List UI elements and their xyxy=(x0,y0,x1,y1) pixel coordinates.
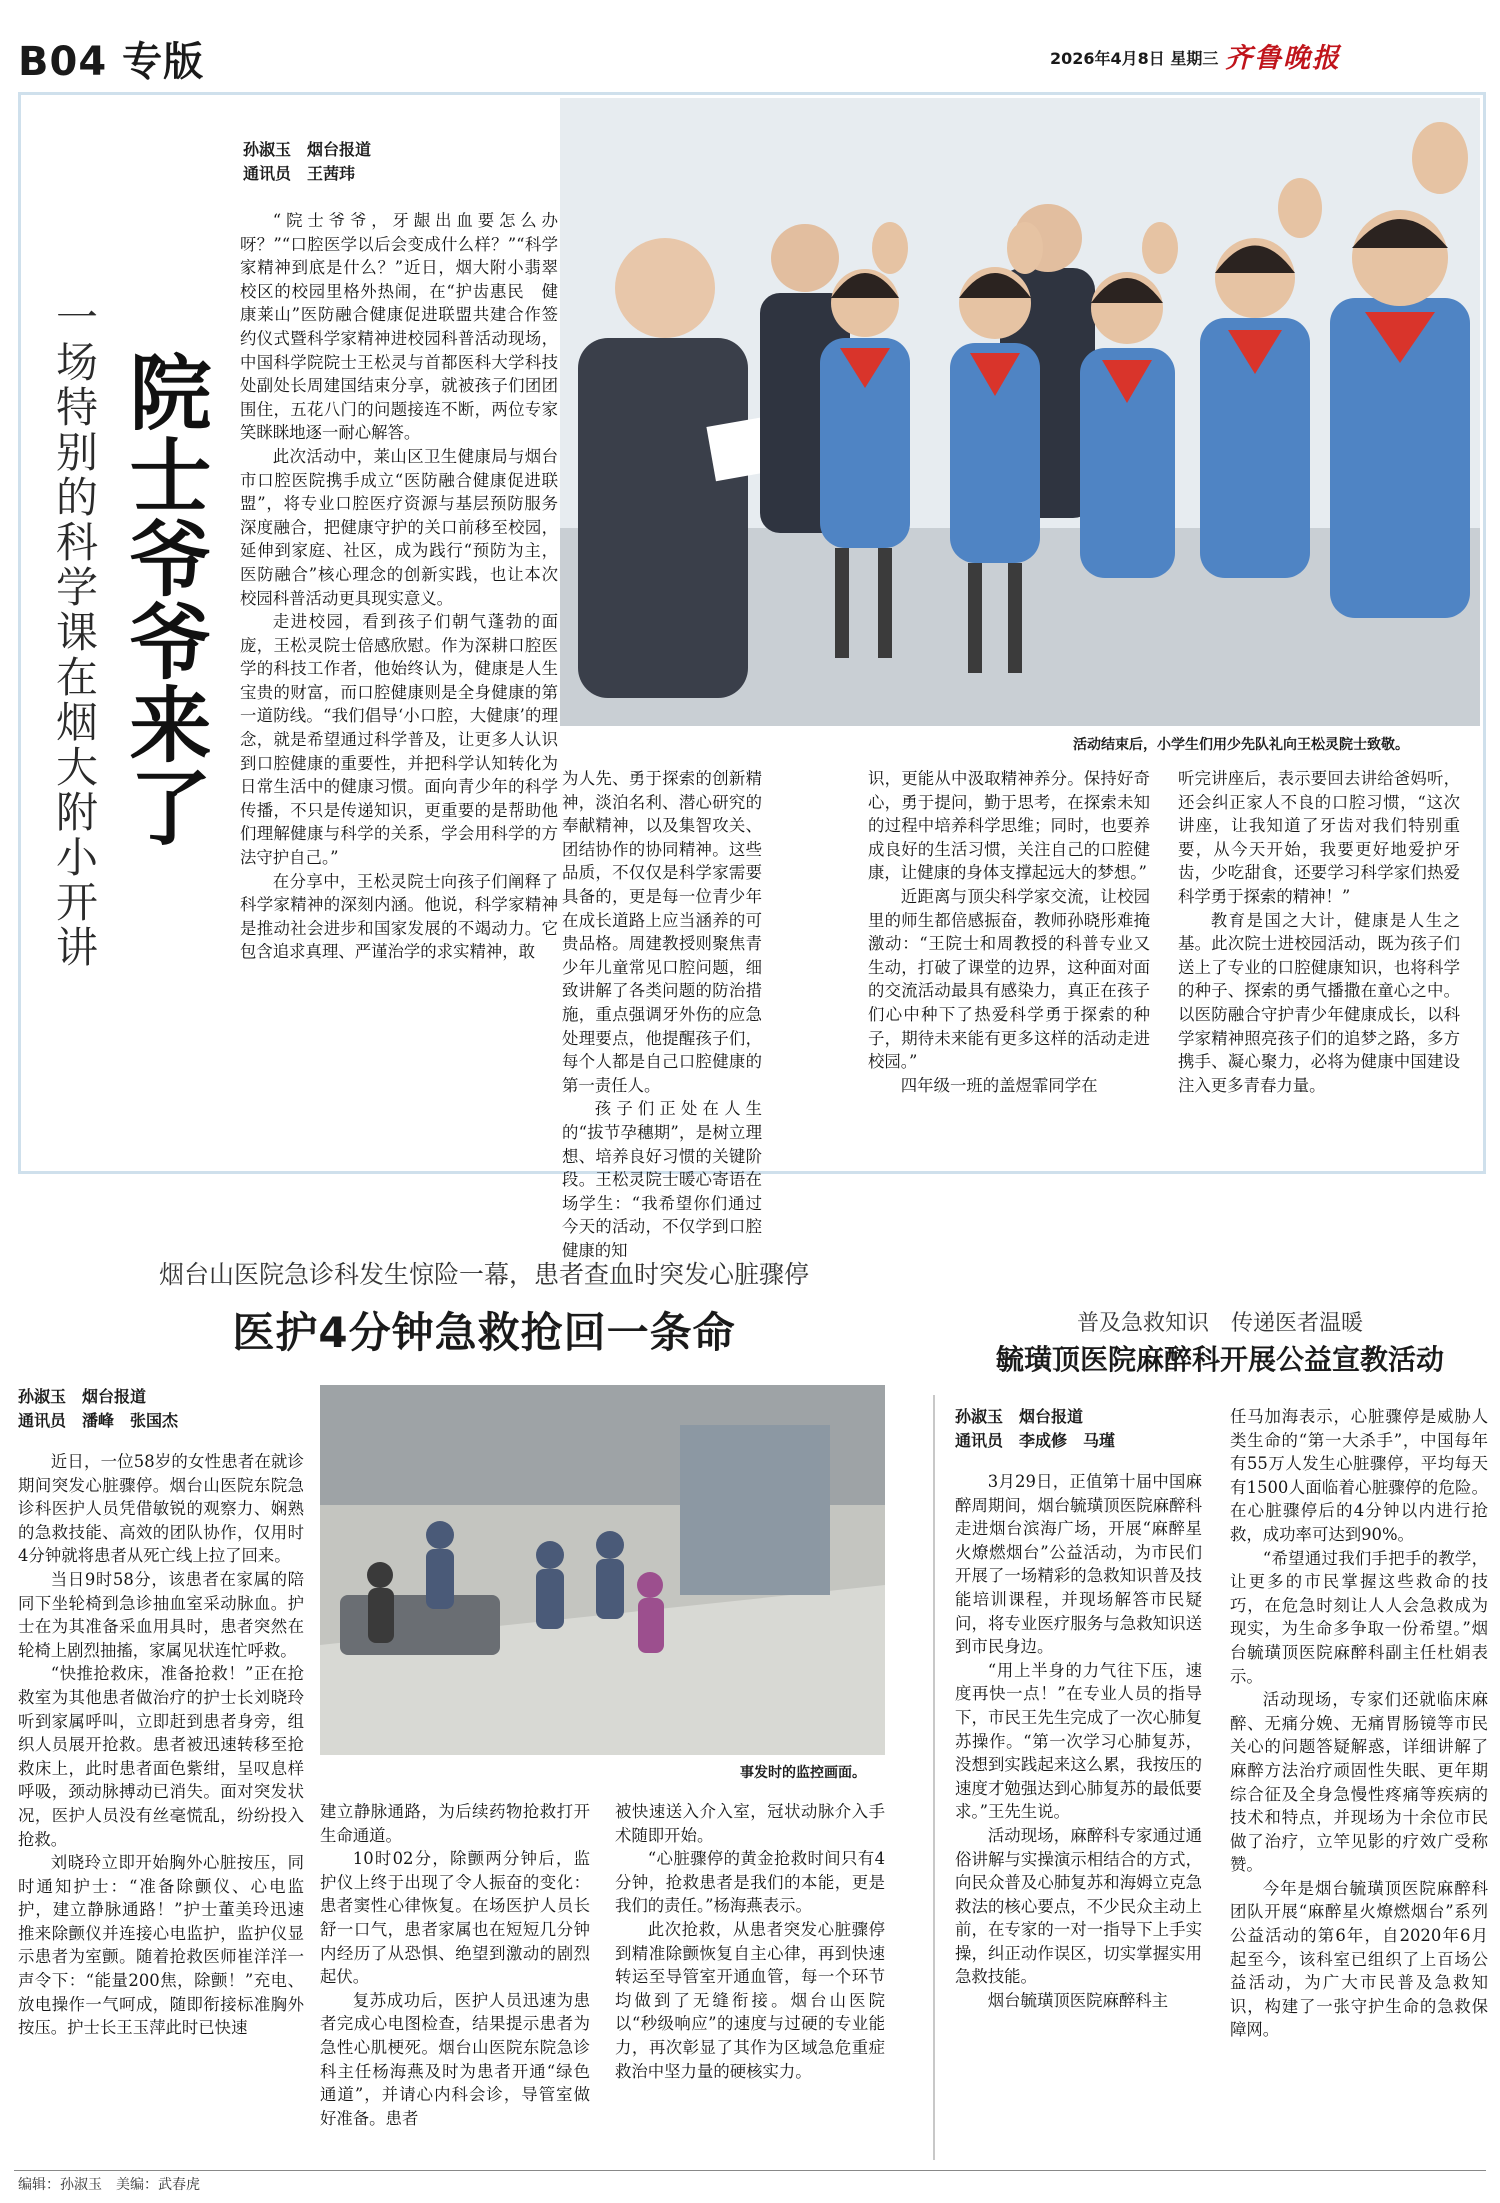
paragraph: “希望通过我们手把手的教学，让更多的市民掌握这些救命的技巧，在危急时刻让人人会急救成为现实，为生命多争取一份希望。”烟台毓璜顶医院麻醉科副主任杜娟表示。 xyxy=(1230,1548,1488,1686)
paragraph: 教育是国之大计，健康是人生之基。此次院士进校园活动，既为孩子们送上了专业的口腔健康知识，也将科学的种子、探索的勇气播撒在童心之中。以医防融合守护青少年健康成长，以科学家精神照亮孩子们的追梦之路，多方携手、凝心聚力，必将为健康中国建设注入更多青春力量。 xyxy=(1178,910,1460,1095)
paragraph: 四年级一班的盖煜霏同学在 xyxy=(900,1075,1098,1095)
paragraph: 任马加海表示，心脏骤停是威胁人类生命的“第一大杀手”，中国每年有55万人发生心脏骤停，平均每天有1500人面临着心脏骤停的危险。在心脏骤停后的4分钟以内进行抢救，成功率可达到90%。 xyxy=(1230,1407,1488,1544)
column-divider xyxy=(933,1395,935,2160)
masthead-logo: 齐鲁晚报 xyxy=(1225,43,1341,74)
paragraph: 建立静脉通路，为后续药物抢救打开生命通道。 xyxy=(320,1802,590,1845)
left-story-headline: 医护4分钟急救抢回一条命 xyxy=(232,1308,736,1357)
paragraph: 被快速送入介入室，冠状动脉介入手术随即开始。 xyxy=(615,1802,885,1845)
surveillance-photo xyxy=(320,1385,885,1755)
paragraph: “心脏骤停的黄金抢救时间只有4分钟，抢救患者是我们的本能，更是我们的责任。”杨海燕表示。 xyxy=(615,1849,885,1916)
photo-illustration xyxy=(560,98,1480,726)
students-saluting-photo xyxy=(560,98,1480,726)
paragraph: “用上半身的力气往下压，速度再快一点！”在专业人员的指导下，市民王先生完成了一次心肺复苏操作。“第一次学习心肺复苏，没想到实践起来这么累，我按压的速度才勉强达到心肺复苏的最低要求。”王先生说。 xyxy=(955,1660,1202,1822)
paragraph: 识，更能从中汲取精神养分。保持好奇心，勇于提问，勤于思考，在探索未知的过程中培养科学思维；同时，也要养成良好的生活习惯，关注自己的口腔健康，让健康的身体支撑起远大的梦想。” xyxy=(868,769,1150,883)
right-story-column-1 xyxy=(955,1470,1202,2170)
paragraph: 此次活动中，莱山区卫生健康局与烟台市口腔医院携手成立“医防融合健康促进联盟”，将专业口腔医疗资源与基层预防服务深度融合，把健康守护的关口前移至校园，延伸到家庭、社区，成为践行“预防为主，医防融合”核心理念的创新实践，也让本次校园科普活动更具现实意义。 xyxy=(240,446,558,608)
paragraph: 烟台毓璜顶医院麻醉科主 xyxy=(987,1991,1169,2011)
paragraph: 近距离与顶尖科学家交流，让校园里的师生都倍感振奋，教师孙晓彤难掩激动：“王院士和周教授的科普专业又生动，打破了课堂的边界，这种面对面的交流活动最具有感染力，真正在孩子们心中种下了热爱科学勇于探索的种子，期待未来能有更多这样的活动走进校园。” xyxy=(868,886,1150,1072)
left-story-kicker: 烟台山医院急诊科发生惊险一幕，患者查血时突发心脏骤停 xyxy=(158,1260,809,1289)
paragraph: 复苏成功后，医护人员迅速为患者完成心电图检查，结果提示患者为急性心肌梗死。烟台山医院东院急诊科主任杨海燕及时为患者开通“绿色通道”，并请心内科会诊，导管室做好准备。患者 xyxy=(320,1990,590,2128)
paragraph: 今年是烟台毓璜顶医院麻醉科团队开展“麻醉星火燎燃烟台”系列公益活动的第6年，自2020年6月起至今，该科室已组织了上百场公益活动，为广大市民普及急救知识，构建了一张守护生命的急救保障网。 xyxy=(1230,1878,1488,2040)
paragraph: “院士爷爷，牙龈出血要怎么办呀？”“口腔医学以后会变成什么样？”“科学家精神到底是什么？”近日，烟大附小翡翠校区的校园里格外热闹，在“护齿惠民 健康莱山”医防融合健康促进联盟共建合作签约仪式暨科学家精神进校园科普活动现场，中国科学院院士王松灵与首都医科大学科技处副处长周建国结束分享，就被孩子们团团围住，五花八门的问题接连不断，两位专家笑眯眯地逐一耐心解答。 xyxy=(240,211,558,443)
paragraph: 听完讲座后，表示要回去讲给爸妈听，还会纠正家人不良的口腔习惯，“这次讲座，让我知道了牙齿对我们特别重要，从今天开始，我要更好地爱护牙齿，少吃甜食，还要学习科学家们热爱科学勇于探索的精神！” xyxy=(1178,769,1460,906)
paragraph: 在分享中，王松灵院士向孩子们阐释了科学家精神的深刻内涵。他说，科学家精神是推动社会进步和国家发展的不竭动力。它包含追求真理、严谨治学的求实精神，敢 xyxy=(240,871,558,962)
page-label: B04 专版 xyxy=(18,39,205,85)
top-story-column-3 xyxy=(868,767,1150,1172)
right-story-byline: 孙淑玉 烟台报道 通讯员 李成修 马瑾 xyxy=(955,1407,1116,1450)
right-story-headline: 毓璜顶医院麻醉科开展公益宣教活动 xyxy=(995,1343,1444,1376)
footer-rule xyxy=(14,2170,1486,2171)
right-story-kicker: 普及急救知识 传递医者温暖 xyxy=(1076,1311,1363,1336)
top-story-column-4 xyxy=(1178,767,1460,1172)
paragraph: 3月29日，正值第十届中国麻醉周期间，烟台毓璜顶医院麻醉科走进烟台滨海广场，开展“麻醉星火燎燃烟台”公益活动，为市民们开展了一场精彩的急救知识普及技能培训课程，并现场解答市民疑问，将专业医疗服务与急救知识送到市民身边。 xyxy=(955,1472,1202,1657)
paragraph: 活动现场，专家们还就临床麻醉、无痛分娩、无痛胃肠镜等市民关心的问题答疑解惑，详细讲解了麻醉方法治疗顽固性失眠、更年期综合征及全身急慢性疼痛等疾病的技术和特点，并现场为十余位市民做了治疗，立竿见影的疗效广受称赞。 xyxy=(1230,1690,1488,1875)
top-story-subtitle: 一场特别的科学课在烟大附小开讲 xyxy=(50,295,99,970)
paragraph: 此次抢救，从患者突发心脏骤停到精准除颤恢复自主心律，再到快速转运至导管室开通血管，每一个环节均做到了无缝衔接。烟台山医院以“秒级响应”的速度与过硬的专业能力，再次彰显了其作为区域急危重症救治中坚力量的硬核实力。 xyxy=(615,1919,885,2081)
top-story-byline: 孙淑玉 烟台报道 通讯员 王茜玮 xyxy=(243,140,372,183)
top-story-title: 院士爷爷来了 xyxy=(116,350,211,848)
footer-credits: 编辑：孙淑玉 美编：武春虎 xyxy=(18,2177,200,2193)
surveillance-photo-caption: 事发时的监控画面。 xyxy=(740,1765,866,1781)
surveillance-illustration xyxy=(320,1385,885,1755)
paragraph: 当日9时58分，该患者在家属的陪同下坐轮椅到急诊抽血室采动脉血。护士在为其准备采血用具时，患者突然在轮椅上剧烈抽搐，家属见状连忙呼救。 xyxy=(18,1569,304,1660)
paragraph: 刘晓玲立即开始胸外心脏按压，同时通知护士：“准备除颤仪、心电监护，建立静脉通路！”护士董美玲迅速推来除颤仪并连接心电监护，监护仪显示患者为室颤。随着抢救医师崔洋洋一声令下：“能量200焦，除颤！”充电、放电操作一气呵成，随即衔接标准胸外按压。护士长王玉萍此时已快速 xyxy=(18,1853,304,2038)
paragraph: “快推抢救床，准备抢救！”正在抢救室为其他患者做治疗的护士长刘晓玲听到家属呼叫，立即赶到患者身旁，组织人员展开抢救。患者被迅速转移至抢救床上，此时患者面色紫绀，呈叹息样呼吸，颈动脉搏动已消失。面对突发状况，医护人员没有丝毫慌乱，纷纷投入抢救。 xyxy=(18,1664,304,1849)
left-story-column-3 xyxy=(615,1800,885,2170)
paragraph: 活动现场，麻醉科专家通过通俗讲解与实操演示相结合的方式，向民众普及心肺复苏和海姆立克急救法的核心要点，不少民众主动上前，在专家的一对一指导下上手实操，纠正动作误区，切实掌握实用急救技能。 xyxy=(955,1825,1202,1987)
paragraph: 10时02分，除颤两分钟后，监护仪上终于出现了令人振奋的变化：患者窦性心律恢复。在场医护人员长舒一口气，患者家属也在短短几分钟内经历了从恐惧、绝望到激动的剧烈起伏。 xyxy=(320,1849,590,1987)
paragraph: 孩子们正处在人生的“拔节孕穗期”，是树立理想、培养良好习惯的关键阶段。王松灵院士暖心寄语在场学生：“我希望你们通过今天的活动，不仅学到口腔健康的知 xyxy=(562,1099,762,1260)
issue-date: 2026年4月8日 星期三 xyxy=(1050,49,1219,68)
left-story-column-1 xyxy=(18,1450,304,2170)
paragraph: 为人先、勇于探索的创新精神，淡泊名利、潜心研究的奉献精神，以及集智攻关、团结协作的协同精神。这些品质，不仅仅是科学家需要具备的，更是每一位青少年在成长道路上应当涵养的可贵品格。周建教授则聚焦青少年儿童常见口腔问题，细致讲解了各类问题的防治措施，重点强调牙外伤的应急处理要点，他提醒孩子们，每个人都是自己口腔健康的第一责任人。 xyxy=(562,769,762,1095)
top-story-column-2 xyxy=(562,767,762,1260)
paragraph: 走进校园，看到孩子们朝气蓬勃的面庞，王松灵院士倍感欣慰。作为深耕口腔医学的科技工作者，他始终认为，健康是人生宝贵的财富，而口腔健康则是全身健康的第一道防线。“我们倡导‘小口腔，大健康’的理念，就是希望通过科学普及，让更多人认识到口腔健康的重要性，并把科学认知转化为日常生活中的健康习惯。面向青少年的科学传播，不只是传递知识，更重要的是帮助他们理解健康与科学的关系，学会用科学的方法守护自己。” xyxy=(240,612,558,868)
left-story-byline: 孙淑玉 烟台报道 通讯员 潘峰 张国杰 xyxy=(18,1387,179,1430)
left-story-column-2 xyxy=(320,1800,590,2170)
right-story-column-2 xyxy=(1230,1405,1488,2170)
top-story-column-1 xyxy=(240,209,558,1173)
top-photo-caption: 活动结束后，小学生们用少先队礼向王松灵院士致敬。 xyxy=(1073,737,1409,753)
paragraph: 近日，一位58岁的女性患者在就诊期间突发心脏骤停。烟台山医院东院急诊科医护人员凭借敏锐的观察力、娴熟的急救技能、高效的团队协作，仅用时4分钟就将患者从死亡线上拉了回来。 xyxy=(18,1452,304,1566)
